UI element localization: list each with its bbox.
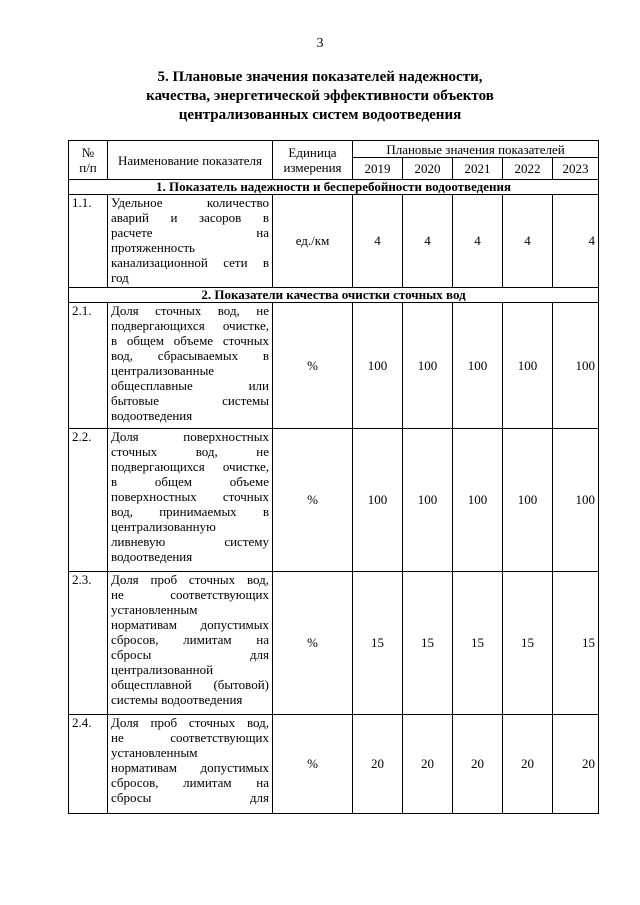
value-cell: 15 <box>553 572 599 715</box>
name-line: сбросов, лимитам на <box>111 775 269 790</box>
name-line: канализационной сети в <box>111 255 269 270</box>
header-unit-label-2: измерения <box>283 160 342 175</box>
name-line: сточных вод, не <box>111 444 269 459</box>
value-cell: 4 <box>553 195 599 288</box>
name-line: централизованные <box>111 363 215 378</box>
section-row <box>69 180 599 195</box>
name-line: поверхностных сточных <box>111 489 269 504</box>
name-line: Доля поверхностных <box>111 429 269 444</box>
page-number: 3 <box>316 36 324 51</box>
indicators-table <box>68 140 599 814</box>
header-num-label-2: п/п <box>79 160 97 175</box>
document-heading <box>60 68 580 125</box>
header-year: 2022 <box>503 158 553 180</box>
indicator-name <box>108 572 273 715</box>
value-cell: 15 <box>353 572 403 715</box>
name-line: установленным <box>111 745 198 760</box>
value-cell: 4 <box>453 195 503 288</box>
table-row <box>69 195 599 288</box>
unit-cell: % <box>273 572 353 715</box>
value-cell: 4 <box>503 195 553 288</box>
value-cell: 20 <box>403 715 453 814</box>
name-line: подвергающихся очистке, <box>111 459 269 474</box>
value-cell: 100 <box>553 303 599 429</box>
row-number: 2.3. <box>69 572 108 715</box>
section-title: 2. Показатели качества очистки сточных вод <box>69 288 599 303</box>
name-line: не соответствующих <box>111 730 269 745</box>
row-number: 1.1. <box>69 195 108 288</box>
value-cell: 15 <box>503 572 553 715</box>
name-line: Доля проб сточных вод, <box>111 715 269 730</box>
row-number: 2.1. <box>69 303 108 429</box>
table-row <box>69 303 599 429</box>
header-year: 2019 <box>353 158 403 180</box>
header-name-cell: Наименование показателя <box>108 141 273 180</box>
name-line: общесплавные или <box>111 378 269 393</box>
name-line: не соответствующих <box>111 587 269 602</box>
value-cell: 20 <box>353 715 403 814</box>
value-cell: 100 <box>503 429 553 572</box>
name-line: Доля сточных вод, не <box>111 303 269 318</box>
indicator-name <box>108 429 273 572</box>
name-line: аварий и засоров в <box>111 210 269 225</box>
value-cell: 100 <box>453 429 503 572</box>
value-cell: 4 <box>353 195 403 288</box>
unit-cell: ед./км <box>273 195 353 288</box>
value-cell: 20 <box>553 715 599 814</box>
heading-line-1: 5. Плановые значения показателей надежности, <box>157 69 483 85</box>
table-row <box>69 429 599 572</box>
header-row-1 <box>69 141 599 158</box>
name-line: вод, сбрасываемых в <box>111 348 269 363</box>
name-line: сбросы для <box>111 647 269 662</box>
heading-line-3: централизованных систем водоотведения <box>178 107 462 123</box>
section-row <box>69 288 599 303</box>
value-cell: 100 <box>403 303 453 429</box>
header-year: 2020 <box>403 158 453 180</box>
value-cell: 4 <box>403 195 453 288</box>
value-cell: 100 <box>353 303 403 429</box>
table-row <box>69 572 599 715</box>
header-unit-label-1: Единица <box>288 145 337 160</box>
name-line: Удельное количество <box>111 195 269 210</box>
unit-cell: % <box>273 303 353 429</box>
header-year: 2021 <box>453 158 503 180</box>
unit-cell: % <box>273 429 353 572</box>
name-line: централизованную <box>111 519 216 534</box>
name-line: водоотведения <box>111 408 193 423</box>
name-line: нормативам допустимых <box>111 617 269 632</box>
header-plan-cell: Плановые значения показателей <box>353 141 599 158</box>
value-cell: 15 <box>453 572 503 715</box>
header-year: 2023 <box>553 158 599 180</box>
name-line: бытовые системы <box>111 393 269 408</box>
value-cell: 20 <box>503 715 553 814</box>
name-line: установленным <box>111 602 198 617</box>
name-line: расчете на <box>111 225 269 240</box>
name-line: вод, принимаемых в <box>111 504 269 519</box>
indicator-name <box>108 715 273 814</box>
value-cell: 100 <box>403 429 453 572</box>
name-line: системы водоотведения <box>111 692 243 707</box>
name-line: в общем объеме сточных <box>111 333 269 348</box>
name-line: централизованной <box>111 662 214 677</box>
name-line: общесплавной (бытовой) <box>111 677 269 692</box>
name-line: подвергающихся очистке, <box>111 318 269 333</box>
name-line: водоотведения <box>111 549 193 564</box>
header-num-cell <box>69 141 108 180</box>
table-row <box>69 715 599 814</box>
header-num-label-1: № <box>81 145 95 160</box>
value-cell: 100 <box>353 429 403 572</box>
name-line: в общем объеме <box>111 474 269 489</box>
header-unit-cell <box>273 141 353 180</box>
name-line: нормативам допустимых <box>111 760 269 775</box>
name-line: протяженность <box>111 240 195 255</box>
name-line: сбросов, лимитам на <box>111 632 269 647</box>
heading-line-2: качества, энергетической эффективности объектов <box>146 88 494 104</box>
row-number: 2.2. <box>69 429 108 572</box>
value-cell: 100 <box>453 303 503 429</box>
name-line: сбросы для <box>111 790 269 805</box>
row-number: 2.4. <box>69 715 108 814</box>
section-title: 1. Показатель надежности и бесперебойности водоотведения <box>69 180 599 195</box>
indicator-name <box>108 303 273 429</box>
unit-cell: % <box>273 715 353 814</box>
name-line: ливневую систему <box>111 534 269 549</box>
indicator-name <box>108 195 273 288</box>
name-line: Доля проб сточных вод, <box>111 572 269 587</box>
name-line: год <box>111 270 129 285</box>
value-cell: 100 <box>503 303 553 429</box>
value-cell: 15 <box>403 572 453 715</box>
value-cell: 20 <box>453 715 503 814</box>
value-cell: 100 <box>553 429 599 572</box>
